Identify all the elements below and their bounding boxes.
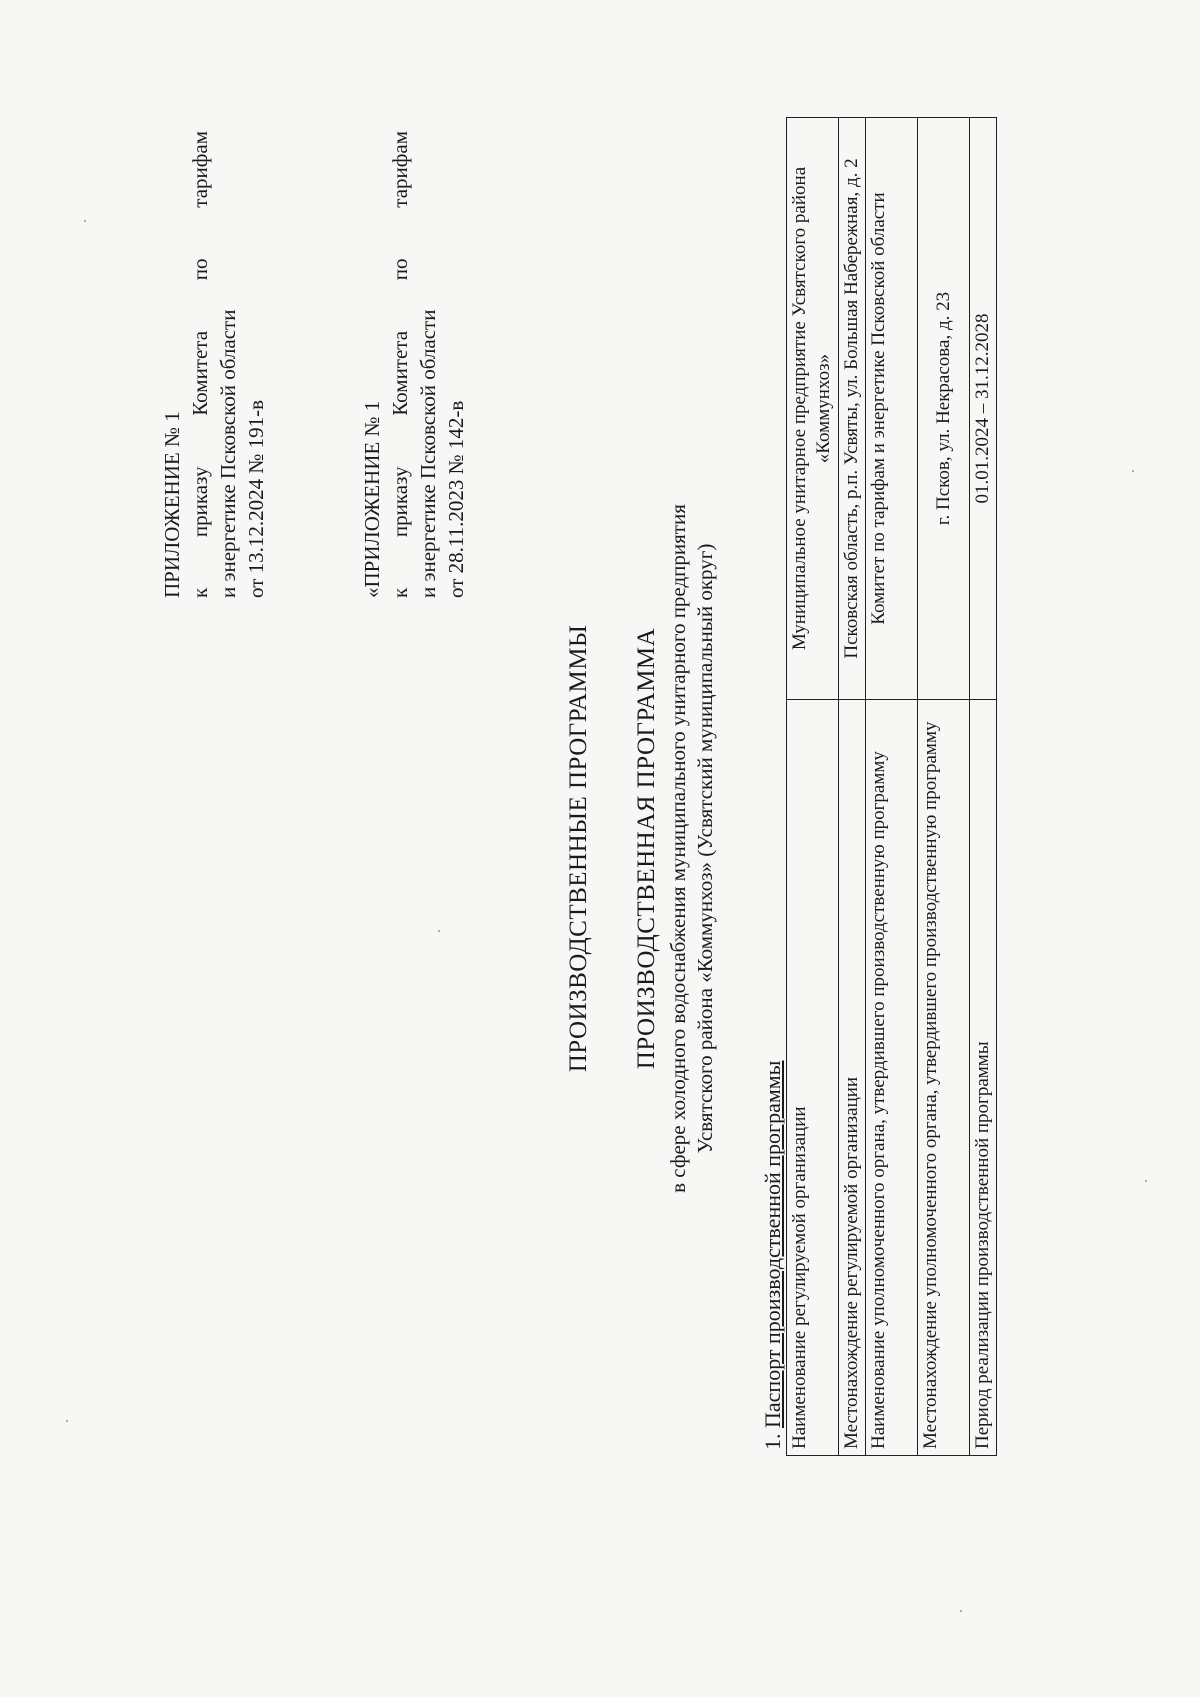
appendix-previous-order-line — [386, 131, 414, 598]
scan-speck — [960, 1610, 962, 1612]
scan-speck — [84, 220, 86, 222]
appendix-previous-title: «ПРИЛОЖЕНИЕ № 1 — [360, 400, 384, 598]
row-label: Наименование регулируемой организации — [787, 700, 839, 1456]
appendix-current — [158, 131, 270, 598]
row-label: Местонахождение регулируемой организации — [839, 700, 866, 1456]
word: по — [388, 258, 412, 281]
scan-speck — [66, 1420, 68, 1422]
word: приказу — [388, 466, 412, 538]
section-title: Паспорт производственной программы — [760, 1060, 785, 1428]
table-row — [839, 118, 866, 1456]
appendix-current-date: от 13.12.2024 № 191-в — [244, 399, 268, 598]
scan-speck — [438, 930, 440, 932]
row-value: Комитет по тарифам и энергетике Псковской области — [866, 118, 918, 700]
row-value: г. Псков, ул. Некрасова, д. 23 — [918, 118, 970, 700]
subtitle-line-2: Усвятского района «Коммунхоз» (Усвятский муниципальный округ) — [693, 543, 717, 1154]
table-row — [787, 118, 839, 1456]
word: Комитета — [188, 330, 212, 416]
table-row — [866, 118, 918, 1456]
scan-speck — [1132, 470, 1134, 472]
row-label: Период реализации производственной программы — [970, 700, 997, 1456]
table-row — [970, 118, 997, 1456]
row-value: Псковская область, р.п. Усвяты, ул. Большая Набережная, д. 2 — [839, 118, 866, 700]
row-value: Муниципальное унитарное предприятие Усвятского района «Коммунхоз» — [787, 118, 839, 700]
row-label: Местонахождение уполномоченного органа, утвердившего производственную программу — [918, 700, 970, 1456]
row-label: Наименование уполномоченного органа, утвердившего производственную программу — [866, 700, 918, 1456]
word: к — [388, 587, 412, 598]
appendix-previous-date: от 28.11.2023 № 142-в — [444, 400, 468, 598]
word: Комитета — [388, 330, 412, 416]
appendix-previous-committee: и энергетике Псковской области — [416, 309, 440, 598]
title-program: ПРОИЗВОДСТВЕННАЯ ПРОГРАММА — [633, 627, 660, 1070]
word: тарифам — [388, 131, 412, 208]
scan-speck — [1145, 1180, 1147, 1182]
word: к — [188, 587, 212, 598]
appendix-previous — [358, 131, 470, 598]
word: тарифам — [188, 131, 212, 208]
passport-table — [786, 117, 997, 1456]
row-value: 01.01.2024 – 31.12.2028 — [970, 118, 997, 700]
word: приказу — [188, 466, 212, 538]
title-programs: ПРОИЗВОДСТВЕННЫЕ ПРОГРАММЫ — [565, 624, 592, 1073]
appendix-current-committee: и энергетике Псковской области — [216, 309, 240, 598]
section-heading — [760, 1061, 786, 1450]
word: по — [188, 258, 212, 281]
section-number: 1. — [760, 1433, 785, 1450]
appendix-current-title: ПРИЛОЖЕНИЕ № 1 — [160, 411, 184, 598]
subtitle-line-1: в сфере холодного водоснабжения муниципального унитарного предприятия — [666, 504, 690, 1193]
table-row — [918, 118, 970, 1456]
appendix-current-order-line — [186, 131, 214, 598]
